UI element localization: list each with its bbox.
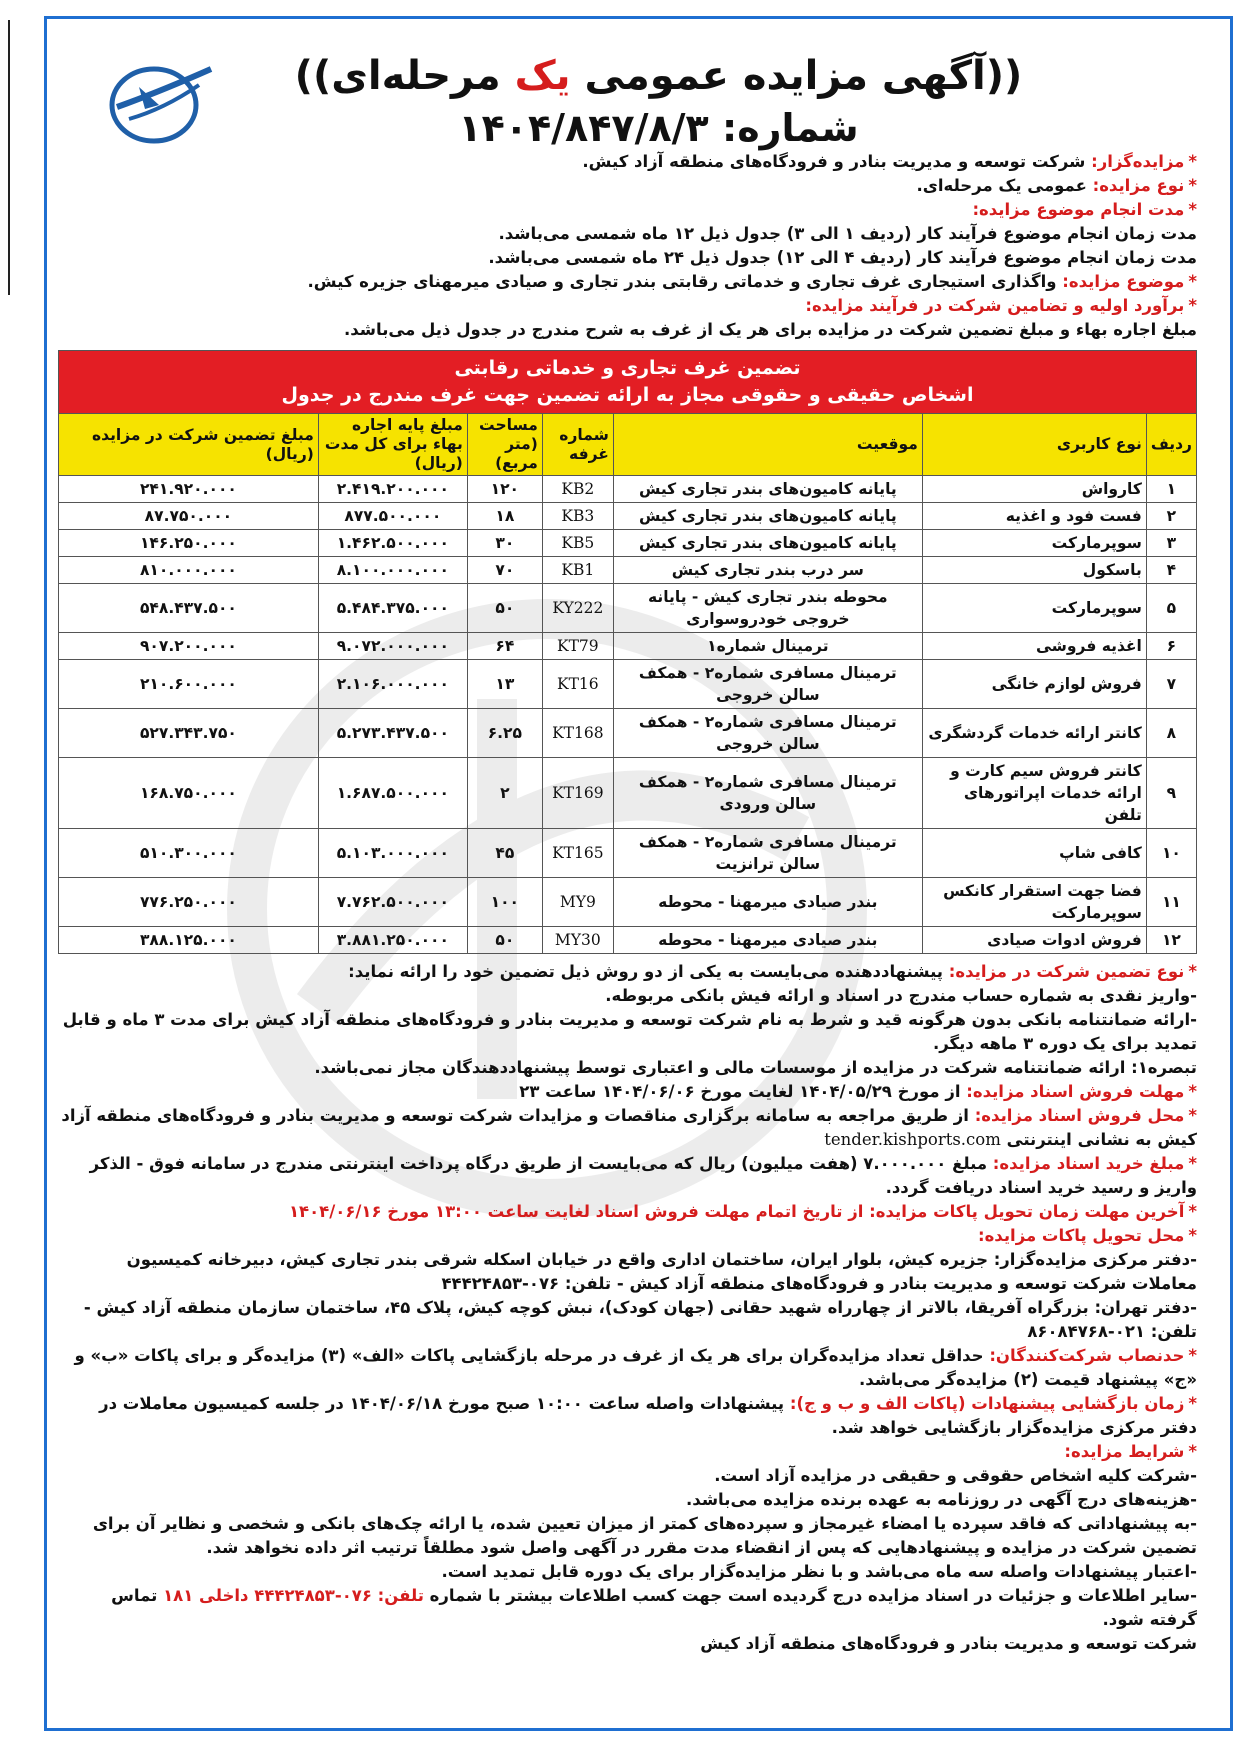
quorum-line: *حدنصاب شرکت‌کنندگان: حداقل تعداد مزایده‌گران برای هر یک از غرف در مرحله بازگشایی پاکات «الف» (۳) مزایده‌گر و برای پاکات «ب» و «ج» پیشنهاد قیمت (۲) مزایده‌گر می‌باشد. — [74, 1346, 1197, 1389]
cell-location: پایانه کامیون‌های بندر تجاری کیش — [613, 530, 922, 557]
cell-location: پایانه کامیون‌های بندر تجاری کیش — [613, 503, 922, 530]
table-title — [58, 350, 1197, 413]
cell-booth-code: MY9 — [542, 878, 613, 927]
tender-url-link[interactable]: tender.kishports.com — [824, 1130, 1001, 1149]
sale-place-line: *محل فروش اسناد مزایده: از طریق مراجعه به سامانه برگزاری مناقصات و مزایدات شرکت توسعه و مدیریت بنادر و فرودگاه‌های منطقه آزاد کیش به نشانی اینترنتی tender.kishports.com — [61, 1106, 1197, 1149]
cell-row-number: ۴ — [1146, 557, 1196, 584]
cell-booth-code: KB2 — [542, 476, 613, 503]
cell-area: ۱۰۰ — [467, 878, 542, 927]
title-line — [247, 49, 1070, 103]
cell-booth-code: KT165 — [542, 829, 613, 878]
col-usage: نوع کاربری — [922, 414, 1146, 476]
table-row — [59, 503, 1197, 530]
cell-area: ۴۵ — [467, 829, 542, 878]
cell-guarantee: ۱۴۶.۲۵۰.۰۰۰ — [59, 530, 319, 557]
cell-guarantee: ۸۱۰.۰۰۰.۰۰۰ — [59, 557, 319, 584]
kish-ports-logo-icon — [99, 57, 219, 147]
guarantee-option-1: -واریز نقدی به شماره حساب مندرج در اسناد و ارائه فیش بانکی مربوطه. — [605, 986, 1197, 1005]
cell-area: ۱۲۰ — [467, 476, 542, 503]
table-row — [59, 476, 1197, 503]
cell-row-number: ۲ — [1146, 503, 1196, 530]
col-row: ردیف — [1146, 414, 1196, 476]
cell-area: ۶.۲۵ — [467, 709, 542, 758]
table-row — [59, 709, 1197, 758]
cell-base-price: ۳.۸۸۱.۲۵۰.۰۰۰ — [318, 927, 467, 954]
cell-booth-code: KT16 — [542, 660, 613, 709]
cell-location: محوطه بندر تجاری کیش - پایانه خروجی خودروسواری — [613, 584, 922, 633]
duration-heading: *مدت انجام موضوع مزایده: — [972, 200, 1197, 219]
cell-location: بندر صیادی میرمهنا - محوطه — [613, 927, 922, 954]
estimate-heading: *برآورد اولیه و تضامین شرکت در فرآیند مزایده: — [805, 296, 1197, 315]
ad-content — [58, 150, 1197, 1656]
cell-usage: سوپرمارکت — [922, 530, 1146, 557]
col-location: موقعیت — [613, 414, 922, 476]
cell-usage: فضا جهت استقرار کانکس سوپرمارکت — [922, 878, 1146, 927]
booths-table — [58, 413, 1197, 954]
opening-line: *زمان بازگشایی پیشنهادات (پاکات الف و ب و ج): پیشنهادات واصله ساعت ۱۰:۰۰ صبح مورخ ۱۴۰۴/۰۶/۱۸ در جلسه کمیسیون معاملات در دفتر مرکزی مزایده‌گزار بازگشایی خواهد شد. — [99, 1394, 1197, 1437]
delivery-place-heading: *محل تحویل پاکات مزایده: — [977, 1226, 1197, 1245]
cell-base-price: ۹.۰۷۲.۰۰۰.۰۰۰ — [318, 633, 467, 660]
conditions-heading: *شرایط مزایده: — [1064, 1442, 1197, 1461]
type-line: *نوع مزایده: عمومی یک مرحله‌ای. — [916, 176, 1197, 195]
cell-location: ترمینال شماره۱ — [613, 633, 922, 660]
cell-row-number: ۵ — [1146, 584, 1196, 633]
condition-3: -به پیشنهاداتی که فاقد سپرده یا امضاء غیرمجاز و سپرده‌های کمتر از میزان تعیین شده، یا ارائه چک‌های بانکی و شخصی و نظایر آن برای تضمین شرکت در مزایده و پیشنهادهایی که پس از انقضاء مدت مقرر در آگهی واصل شود مطلقاً ترتیب اثر داده نخواهد شد. — [92, 1514, 1197, 1557]
cell-base-price: ۵.۴۸۴.۳۷۵.۰۰۰ — [318, 584, 467, 633]
cell-row-number: ۱۲ — [1146, 927, 1196, 954]
table-row — [59, 557, 1197, 584]
cell-row-number: ۱۰ — [1146, 829, 1196, 878]
cell-row-number: ۸ — [1146, 709, 1196, 758]
cell-row-number: ۱۱ — [1146, 878, 1196, 927]
col-guarantee: مبلغ تضمین شرکت در مزایده (ریال) — [59, 414, 319, 476]
condition-1: -شرکت کلیه اشخاص حقوقی و حقیقی در مزایده آزاد است. — [714, 1466, 1197, 1485]
cell-location: ترمینال مسافری شماره۲ - همکف سالن خروجی — [613, 709, 922, 758]
cell-area: ۳۰ — [467, 530, 542, 557]
table-row — [59, 927, 1197, 954]
cell-area: ۲ — [467, 758, 542, 829]
cell-row-number: ۶ — [1146, 633, 1196, 660]
cell-booth-code: KT168 — [542, 709, 613, 758]
cell-base-price: ۷.۷۶۲.۵۰۰.۰۰۰ — [318, 878, 467, 927]
cell-location: ترمینال مسافری شماره۲ - همکف سالن خروجی — [613, 660, 922, 709]
table-row — [59, 633, 1197, 660]
price-line: *مبلغ خرید اسناد مزایده: مبلغ ۷.۰۰۰.۰۰۰ (هفت میلیون) ریال که می‌بایست از طریق درگاه پرداخت اینترنتی مندرج در سامانه فوق - الذکر واریز و رسید خرید اسناد دریافت گردد. — [89, 1154, 1197, 1197]
col-code: شماره غرفه — [542, 414, 613, 476]
cell-base-price: ۲.۴۱۹.۲۰۰.۰۰۰ — [318, 476, 467, 503]
cell-guarantee: ۸۷.۷۵۰.۰۰۰ — [59, 503, 319, 530]
title-prefix: ((آگهی مزایده عمومی — [570, 53, 1023, 99]
condition-5: -سایر اطلاعات و جزئیات در اسناد مزایده درج گردیده است جهت کسب اطلاعات بیشتر با شماره تلفن: ۰۷۶-۴۴۴۲۴۸۵۳ داخلی ۱۸۱ تماس گرفته شود. — [111, 1586, 1197, 1629]
estimate-line: مبلغ اجاره بهاء و مبلغ تضمین شرکت در مزایده برای هر یک از غرف به شرح مندرج در جدول ذیل می‌باشد. — [343, 320, 1197, 339]
cell-base-price: ۵.۱۰۳.۰۰۰.۰۰۰ — [318, 829, 467, 878]
title-highlight: یک — [514, 53, 571, 99]
cell-base-price: ۱.۴۶۲.۵۰۰.۰۰۰ — [318, 530, 467, 557]
cell-base-price: ۸۷۷.۵۰۰.۰۰۰ — [318, 503, 467, 530]
col-area: مساحت (متر مربع) — [467, 414, 542, 476]
cell-location: ترمینال مسافری شماره۲ - همکف سالن ورودی — [613, 758, 922, 829]
cell-row-number: ۷ — [1146, 660, 1196, 709]
cell-guarantee: ۵۴۸.۴۳۷.۵۰۰ — [59, 584, 319, 633]
cell-base-price: ۱.۶۸۷.۵۰۰.۰۰۰ — [318, 758, 467, 829]
auctioneer-line: *مزایده‌گزار: شرکت توسعه و مدیریت بنادر و فرودگاه‌های منطقه آزاد کیش. — [582, 152, 1197, 171]
subject-line: *موضوع مزایده: واگذاری استیجاری غرف تجاری و خدماتی رقابتی بندر تجاری و صیادی میرمهنای جزیره کیش. — [307, 272, 1197, 291]
cell-usage: کارواش — [922, 476, 1146, 503]
table-row — [59, 829, 1197, 878]
cell-location: بندر صیادی میرمهنا - محوطه — [613, 878, 922, 927]
delivery-place-1: -دفتر مرکزی مزایده‌گزار: جزیره کیش، بلوار ایران، ساختمان اداری واقع در خیابان اسکله شرقی بندر تجاری کیش، دبیرخانه کمیسیون معاملات شرکت توسعه و مدیریت بنادر و فرودگاه‌های منطقه آزاد کیش - تلفن: ۰۷۶-۴۴۴۲۴۸۵۳ — [126, 1250, 1197, 1293]
booths-table-wrap — [58, 350, 1197, 954]
cell-booth-code: KT79 — [542, 633, 613, 660]
cell-guarantee: ۳۸۸.۱۲۵.۰۰۰ — [59, 927, 319, 954]
duration-line-2: مدت زمان انجام موضوع فرآیند کار (ردیف ۴ الی ۱۲) جدول ذیل ۲۴ ماه شمسی می‌باشد. — [488, 248, 1197, 267]
cell-booth-code: KB3 — [542, 503, 613, 530]
left-margin-line — [0, 20, 10, 295]
cell-usage: باسکول — [922, 557, 1146, 584]
table-title-2: اشخاص حقیقی و حقوقی مجاز به ارائه تضمین جهت غرف مندرج در جدول — [281, 384, 974, 406]
sale-deadline-line: *مهلت فروش اسناد مزایده: از مورخ ۱۴۰۴/۰۵/۲۹ لغایت مورخ ۱۴۰۴/۰۶/۰۶ ساعت ۲۳ — [519, 1082, 1197, 1101]
guarantee-option-2: -ارائه ضمانتنامه بانکی بدون هرگونه قید و شرط به نام شرکت توسعه و مدیریت بنادر و فرودگاه‌های منطقه آزاد کیش برای مدت ۳ ماه و قابل تمدید برای یک دوره ۳ ماهه دیگر. — [62, 1010, 1197, 1053]
cell-row-number: ۳ — [1146, 530, 1196, 557]
ad-number: شماره: ۱۴۰۴/۸۴۷/۸/۳ — [458, 106, 859, 150]
table-row — [59, 530, 1197, 557]
cell-location: پایانه کامیون‌های بندر تجاری کیش — [613, 476, 922, 503]
cell-guarantee: ۵۲۷.۳۴۳.۷۵۰ — [59, 709, 319, 758]
cell-usage: کافی شاپ — [922, 829, 1146, 878]
cell-booth-code: KB1 — [542, 557, 613, 584]
cell-guarantee: ۷۷۶.۲۵۰.۰۰۰ — [59, 878, 319, 927]
cell-area: ۵۰ — [467, 584, 542, 633]
cell-base-price: ۸.۱۰۰.۰۰۰.۰۰۰ — [318, 557, 467, 584]
cell-area: ۶۴ — [467, 633, 542, 660]
cell-booth-code: KT169 — [542, 758, 613, 829]
cell-location: سر درب بندر تجاری کیش — [613, 557, 922, 584]
cell-usage: کانتر فروش سیم کارت و ارائه خدمات اپراتورهای تلفن — [922, 758, 1146, 829]
col-base: مبلغ پایه اجاره بهاء برای کل مدت (ریال) — [318, 414, 467, 476]
cell-usage: فروش لوازم خانگی — [922, 660, 1146, 709]
cell-location: ترمینال مسافری شماره۲ - همکف سالن ترانزیت — [613, 829, 922, 878]
delivery-deadline-line: *آخرین مهلت زمان تحویل پاکات مزایده: از تاریخ اتمام مهلت فروش اسناد لغایت ساعت ۱۳:۰۰ مورخ ۱۴۰۴/۰۶/۱۶ — [288, 1202, 1197, 1221]
signature: شرکت توسعه و مدیریت بنادر و فرودگاه‌های منطقه آزاد کیش — [700, 1634, 1197, 1653]
cell-area: ۵۰ — [467, 927, 542, 954]
cell-guarantee: ۲۴۱.۹۲۰.۰۰۰ — [59, 476, 319, 503]
duration-line-1: مدت زمان انجام موضوع فرآیند کار (ردیف ۱ الی ۳) جدول ذیل ۱۲ ماه شمسی می‌باشد. — [498, 224, 1197, 243]
table-row — [59, 660, 1197, 709]
note-1: تبصره۱: ارائه ضمانتنامه شرکت در مزایده از موسسات مالی و اعتباری توسط پیشنهاددهندگان مجاز نمی‌باشد. — [314, 1058, 1197, 1077]
table-row — [59, 758, 1197, 829]
title-suffix: مرحله‌ای)) — [294, 53, 515, 99]
delivery-place-2: -دفتر تهران: بزرگراه آفریقا، بالاتر از چهارراه شهید حقانی (جهان کودک)، نبش کوچه کیش، پلاک ۴۵، ساختمان سازمان منطقه آزاد کیش - تلفن: ۰۲۱-۸۶۰۸۴۷۶۸ — [83, 1298, 1197, 1341]
cell-base-price: ۲.۱۰۶.۰۰۰.۰۰۰ — [318, 660, 467, 709]
cell-booth-code: KY222 — [542, 584, 613, 633]
cell-usage: سوپرمارکت — [922, 584, 1146, 633]
cell-guarantee: ۱۶۸.۷۵۰.۰۰۰ — [59, 758, 319, 829]
cell-usage: فست فود و اغذیه — [922, 503, 1146, 530]
table-row — [59, 878, 1197, 927]
table-body — [59, 476, 1197, 954]
cell-area: ۷۰ — [467, 557, 542, 584]
table-header-row — [59, 414, 1197, 476]
cell-guarantee: ۲۱۰.۶۰۰.۰۰۰ — [59, 660, 319, 709]
condition-2: -هزینه‌های درج آگهی در روزنامه به عهده برنده مزایده می‌باشد. — [686, 1490, 1197, 1509]
table-row — [59, 584, 1197, 633]
cell-area: ۱۳ — [467, 660, 542, 709]
cell-guarantee: ۹۰۷.۲۰۰.۰۰۰ — [59, 633, 319, 660]
table-title-1: تضمین غرف تجاری و خدماتی رقابتی — [454, 357, 801, 379]
cell-row-number: ۱ — [1146, 476, 1196, 503]
cell-base-price: ۵.۲۷۳.۴۳۷.۵۰۰ — [318, 709, 467, 758]
cell-usage: فروش ادوات صیادی — [922, 927, 1146, 954]
cell-booth-code: MY30 — [542, 927, 613, 954]
cell-area: ۱۸ — [467, 503, 542, 530]
ad-title — [247, 49, 1070, 153]
cell-usage: کانتر ارائه خدمات گردشگری — [922, 709, 1146, 758]
cell-guarantee: ۵۱۰.۳۰۰.۰۰۰ — [59, 829, 319, 878]
cell-row-number: ۹ — [1146, 758, 1196, 829]
condition-4: -اعتبار پیشنهادات واصله سه ماه می‌باشد و با نظر مزایده‌گزار برای یک دوره قابل تمدید است. — [441, 1562, 1197, 1581]
cell-usage: اغذیه فروشی — [922, 633, 1146, 660]
guarantee-type-line: *نوع تضمین شرکت در مزایده: پیشنهاددهنده می‌بایست به یکی از دو روش ذیل تضمین خود را ارائه نماید: — [348, 962, 1197, 981]
cell-booth-code: KB5 — [542, 530, 613, 557]
